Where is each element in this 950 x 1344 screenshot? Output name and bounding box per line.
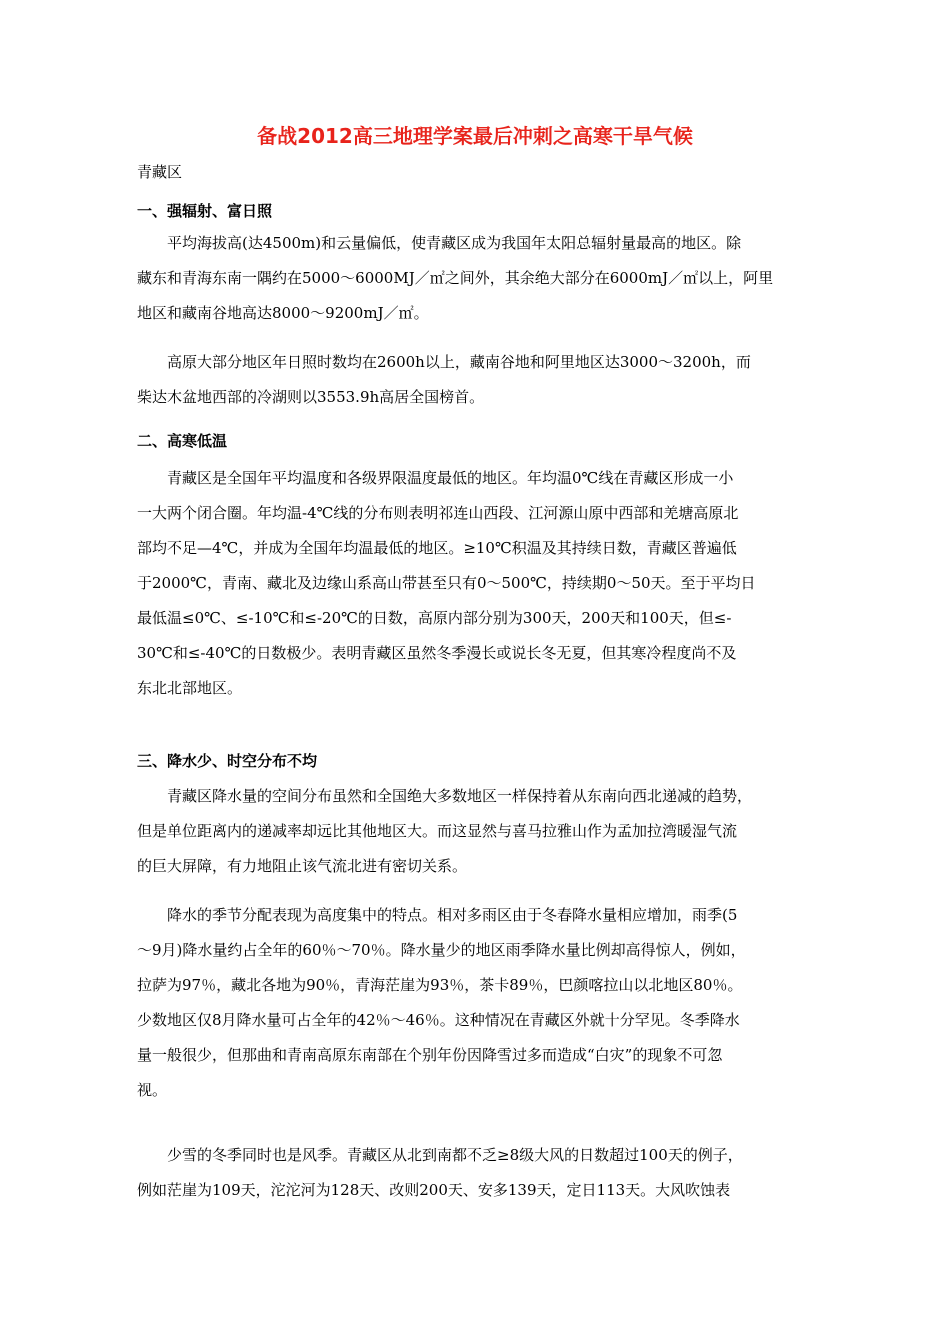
paragraph-line: 一大两个闭合圈。年均温-4℃线的分布则表明祁连山西段、江河源山原中西部和羌塘高原北 [137,504,739,522]
paragraph-line: 柴达木盆地西部的冷湖则以3553.9h高居全国榜首。 [137,388,485,406]
paragraph-spatial-distribution [137,779,827,884]
paragraph-line: 最低温≤0℃、≤-10℃和≤-20℃的日数，高原内部分别为300天，200天和100天，但≤- [137,609,732,627]
paragraph-line: 但是单位距离内的递减率却远比其他地区大。而这显然与喜马拉雅山作为孟加拉湾暖湿气流 [137,822,738,840]
paragraph-line: 部均不足—4℃，并成为全国年均温最低的地区。≥10℃积温及其持续日数，青藏区普遍低 [137,539,737,557]
paragraph-line: ～9月)降水量约占全年的60％～70％。降水量少的地区雨季降水量比例却高得惊人，例如， [137,941,746,959]
paragraph-line: 少数地区仅8月降水量可占全年的42％～46％。这种情况在青藏区外就十分罕见。冬季降水 [137,1011,740,1029]
paragraph-sunshine [137,345,827,415]
section-heading-radiation: 一、强辐射、富日照 [137,202,273,220]
section-heading-cold: 二、高寒低温 [137,432,228,450]
region-label: 青藏区 [137,163,183,181]
paragraph-line: 青藏区是全国年平均温度和各级界限温度最低的地区。年均温0℃线在青藏区形成一小 [167,469,734,487]
paragraph-line: 青藏区降水量的空间分布虽然和全国绝大多数地区一样保持着从东南向西北递减的趋势， [167,787,753,805]
paragraph-line: 视。 [137,1081,168,1099]
paragraph-seasonal-distribution [137,898,827,1108]
paragraph-line: 平均海拔高(达4500m)和云量偏低，使青藏区成为我国年太阳总辐射量最高的地区。除 [167,234,742,252]
paragraph-line: 拉萨为97％，藏北各地为90％，青海茫崖为93％，茶卡89％，巴颜喀拉山以北地区80％。 [137,976,743,994]
paragraph-line: 的巨大屏障，有力地阻止该气流北进有密切关系。 [137,857,468,875]
paragraph-line: 30℃和≤-40℃的日数极少。表明青藏区虽然冬季漫长或说长冬无夏，但其寒冷程度尚不及 [137,644,737,662]
paragraph-line: 降水的季节分配表现为高度集中的特点。相对多雨区由于冬春降水量相应增加，雨季(5 [167,906,738,924]
paragraph-line: 藏东和青海东南一隅约在5000～6000MJ／㎡之间外，其余绝大部分在6000mJ／㎡以上，阿里 [137,269,774,287]
section-heading-precipitation: 三、降水少、时空分布不均 [137,752,318,770]
paragraph-line: 量一般很少，但那曲和青南高原东南部在个别年份因降雪过多而造成“白灾”的现象不可忽 [137,1046,723,1064]
paragraph-wind-season [137,1138,827,1208]
paragraph-line: 于2000℃，青南、藏北及边缘山系高山带甚至只有0～500℃，持续期0～50天。至于平均日 [137,574,756,592]
paragraph-line: 地区和藏南谷地高达8000～9200mJ／㎡。 [137,304,429,322]
paragraph-line: 高原大部分地区年日照时数均在2600h以上，藏南谷地和阿里地区达3000～3200h，而 [167,353,751,371]
paragraph-line: 少雪的冬季同时也是风季。青藏区从北到南都不乏≥8级大风的日数超过100天的例子， [167,1146,743,1164]
document-title: 备战2012高三地理学案最后冲刺之高寒干旱气候 [257,124,693,148]
paragraph-radiation [137,226,827,331]
paragraph-temperature [137,461,827,706]
paragraph-line: 东北北部地区。 [137,679,243,697]
paragraph-line: 例如茫崖为109天，沱沱河为128天、改则200天、安多139天，定日113天。大风吹蚀表 [137,1181,731,1199]
